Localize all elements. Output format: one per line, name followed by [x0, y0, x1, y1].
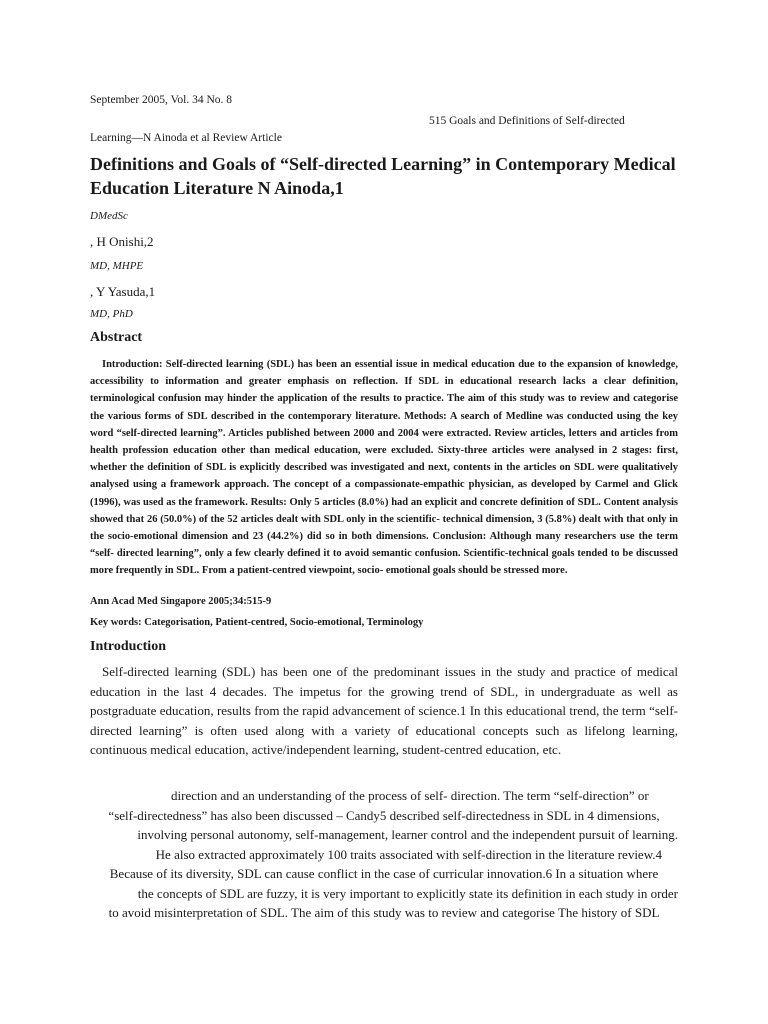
introduction-heading: Introduction	[90, 639, 166, 654]
article-title: Definitions and Goals of “Self-directed Learning” in Contemporary Medical Education Literature N Ainoda,1	[90, 154, 676, 198]
author-degree: MD, PhD	[90, 308, 133, 320]
author-degree: MD, MHPE	[90, 260, 144, 272]
author-name: , Y Yasuda,1	[90, 284, 156, 299]
abstract-heading: Abstract	[90, 330, 143, 345]
running-title-continued: Learning—N Ainoda et al Review Article	[90, 132, 282, 144]
body-text-line: direction and an understanding of the process of self- direction. The term “self-direction” or	[171, 788, 649, 803]
author-name: , H Onishi,2	[90, 234, 154, 249]
body-text-line: He also extracted approximately 100 traits associated with self-direction in the literature review.4	[155, 847, 662, 862]
body-text-line: involving personal autonomy, self-management, learner control and the independent pursuit of learning.	[137, 827, 678, 842]
body-text-line: “self-directedness” has also been discussed – Candy5 described self-directedness in SDL in 4 dimensions,	[108, 808, 660, 823]
abstract-text: Introduction: Self-directed learning (SDL) has been an essential issue in medical education due to the expansion of knowledge, accessibility to information and greater emphasis on reflection. If SDL in educational research lacks a clear definition, terminological confusion may hinder the application of the results to practice. The aim of this study was to review and categorise the various forms of SDL described in the contemporary literature. Methods: A search of Medline was conducted using the key word “self-directed learning”. Articles published between 2000 and 2004 were extracted. Review articles, letters and articles from health profession education other than medical education, were excluded. Sixty-three articles were analysed in 2 stages: first, whether the definition of SDL is explicitly described was investigated and next, contents in the articles on SDL were qualitatively analysed using a framework approach. The concept of a compassionate-empathic physician, as developed by Carmel and Glick (1996), was used as the framework. Results: Only 5 articles (8.0%) had an explicit and concrete definition of SDL. Content analysis showed that 26 (50.0%) of the 52 articles dealt with SDL only in the scientific- technical dimension, 3 (5.8%) dealt with that only in the socio-emotional dimension and 23 (44.2%) did so in both dimensions. Conclusion: Although many researchers use the term “self- directed learning”, only a few clearly defined it to avoid semantic confusion. Scientific-technical goals tended to be discussed more frequently in SDL. From a patient-centred viewpoint, socio- emotional goals should be stressed more.	[90, 359, 678, 577]
issue-line: September 2005, Vol. 34 No. 8	[90, 94, 233, 106]
body-text-line: Because of its diversity, SDL can cause conflict in the case of curricular innovation.6 In a situation where	[109, 866, 659, 881]
journal-citation: Ann Acad Med Singapore 2005;34:515-9	[90, 596, 272, 607]
body-text-line: the concepts of SDL are fuzzy, it is very important to explicitly state its definition in each study in order	[137, 886, 678, 901]
keywords: Key words: Categorisation, Patient-centred, Socio-emotional, Terminology	[90, 617, 424, 628]
introduction-paragraph: Self-directed learning (SDL) has been one of the predominant issues in the study and practice of medical education in the last 4 decades. The impetus for the growing trend of SDL, in undergraduate as well as postgraduate education, results from the rapid advancement of science.1 In this educational trend, the term “self-directed learning” is often used along with a variety of educational concepts such as lifelong learning, continuous medical education, active/independent learning, student-centred education, etc.	[90, 664, 678, 757]
running-title: 515 Goals and Definitions of Self-directed	[429, 115, 625, 127]
author-degree: DMedSc	[90, 210, 128, 222]
body-text-line: to avoid misinterpretation of SDL. The aim of this study was to review and categorise The history of SDL	[108, 905, 660, 920]
